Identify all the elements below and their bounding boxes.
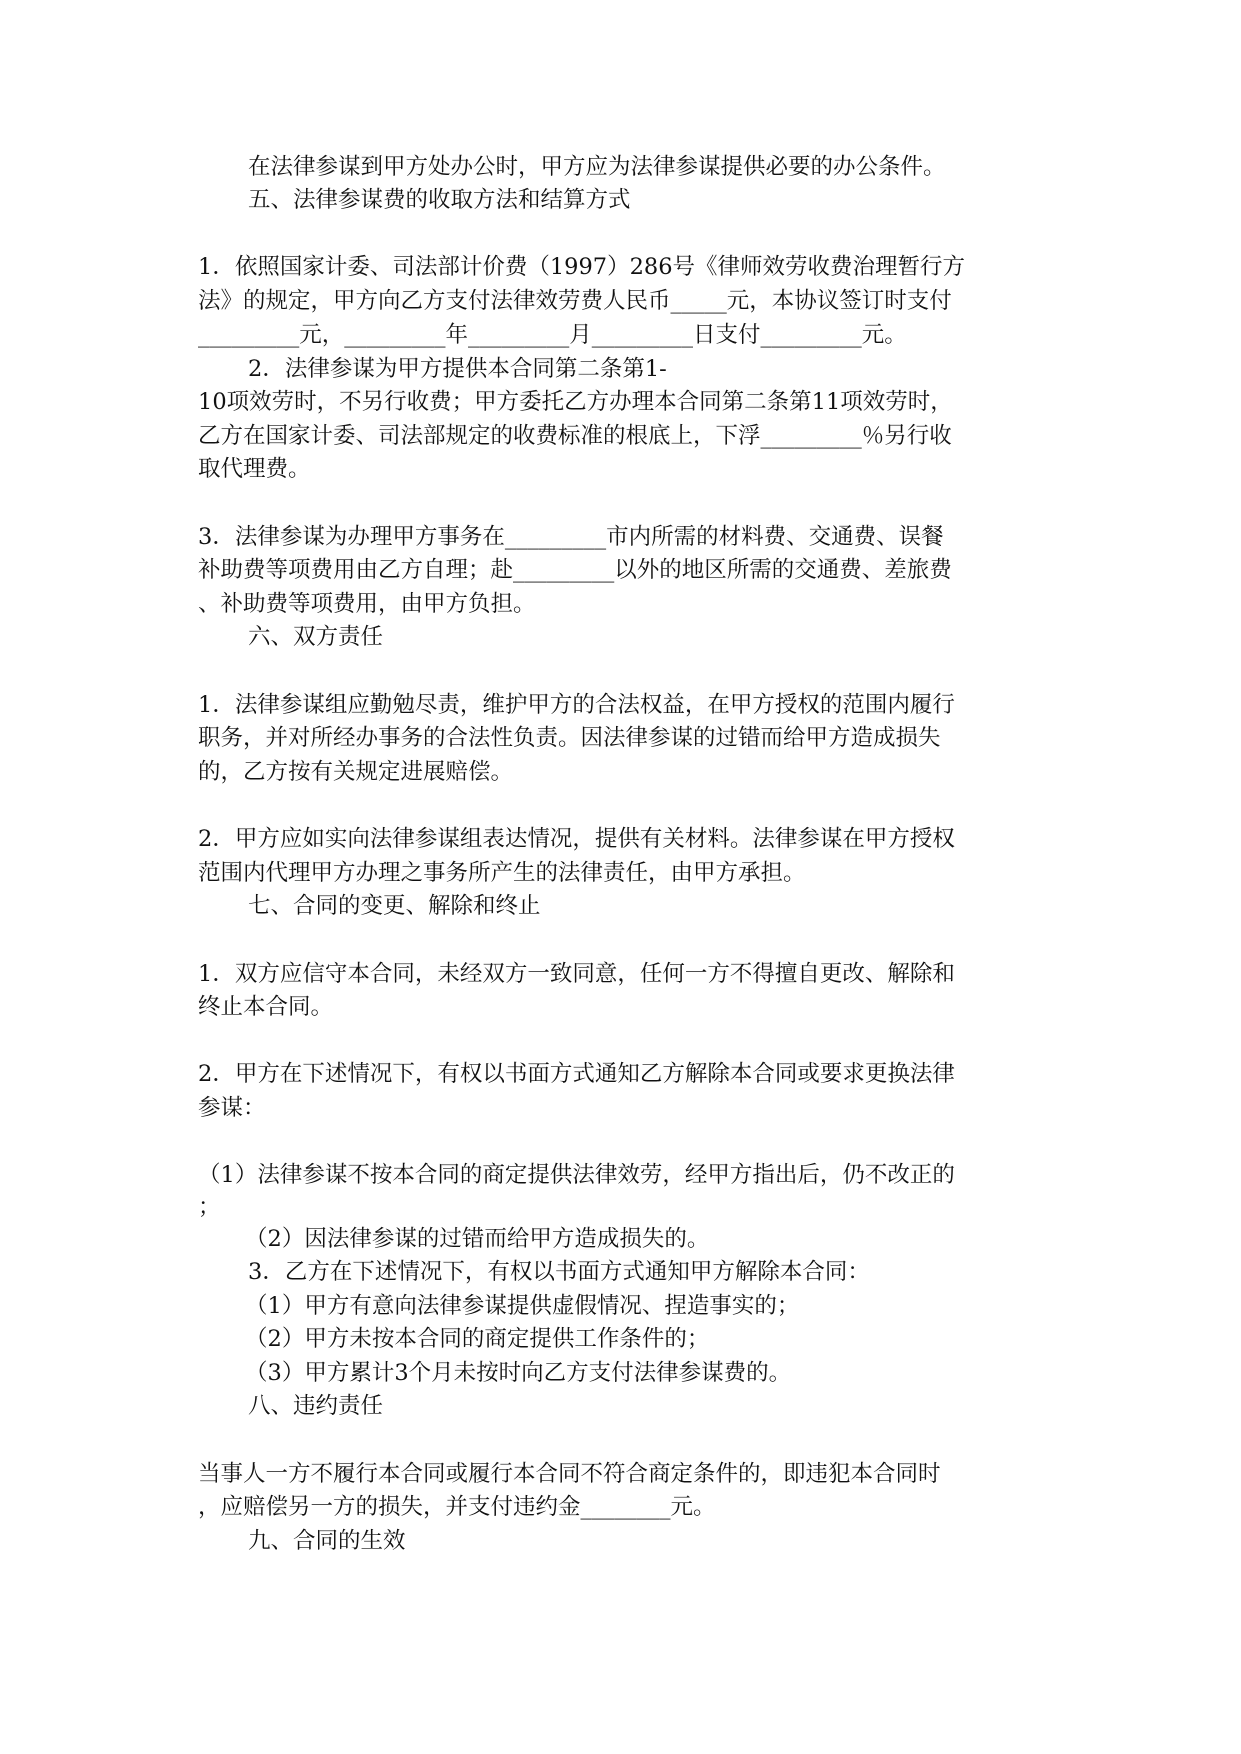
clause-7-2-item-1-line-2: ；: [198, 1194, 221, 1220]
clause-8-line-2: ，应赔偿另一方的损失，并支付违约金________元。: [198, 1494, 716, 1520]
clause-5-2-line-2: 10项效劳时，不另行收费；甲方委托乙方办理本合同第二条第11项效劳时，: [198, 389, 953, 415]
clause-5-2-line-4: 取代理费。: [198, 456, 311, 482]
section-heading-9: 九、合同的生效: [248, 1528, 406, 1554]
clause-6-2-line-1: 2．甲方应如实向法律参谋组表达情况，提供有关材料。法律参谋在甲方授权: [198, 826, 955, 852]
clause-5-2-line-3: 乙方在国家计委、司法部规定的收费标准的根底上，下浮_________％另行收: [198, 423, 952, 449]
section-heading-5: 五、法律参谋费的收取方法和结算方式: [248, 187, 631, 213]
clause-6-1-line-1: 1．法律参谋组应勤勉尽责，维护甲方的合法权益，在甲方授权的范围内履行: [198, 692, 955, 718]
clause-5-1-line-3: _________元，_________年_________月_________日支付_________元。: [198, 322, 907, 348]
clause-5-1-line-1: 1．依照国家计委、司法部计价费（1997）286号《律师效劳收费治理暂行方: [198, 254, 966, 280]
clause-6-2-line-2: 范围内代理甲方办理之事务所产生的法律责任，由甲方承担。: [198, 860, 806, 886]
section-heading-7: 七、合同的变更、解除和终止: [248, 893, 541, 919]
clause-7-2-item-2: （2）因法律参谋的过错而给甲方造成损失的。: [245, 1226, 710, 1252]
clause-5-2-line-1: 2．法律参谋为甲方提供本合同第二条第1-: [248, 356, 667, 382]
clause-7-2-line-2: 参谋：: [198, 1095, 266, 1121]
clause-5-3-line-1: 3．法律参谋为办理甲方事务在_________市内所需的材料费、交通费、误餐: [198, 524, 944, 550]
clause-6-1-line-2: 职务，并对所经办事务的合法性负责。因法律参谋的过错而给甲方造成损失: [198, 725, 941, 751]
clause-7-3-item-1: （1）甲方有意向法律参谋提供虚假情况、捏造事实的；: [245, 1293, 800, 1319]
clause-5-3-line-3: 、补助费等项费用，由甲方负担。: [198, 591, 536, 617]
clause-6-1-line-3: 的，乙方按有关规定进展赔偿。: [198, 759, 514, 785]
clause-7-2-line-1: 2．甲方在下述情况下，有权以书面方式通知乙方解除本合同或要求更换法律: [198, 1061, 955, 1087]
paragraph-office-conditions: 在法律参谋到甲方处办公时，甲方应为法律参谋提供必要的办公条件。: [248, 154, 946, 180]
clause-5-1-line-2: 法》的规定，甲方向乙方支付法律效劳费人民币_____元，本协议签订时支付: [198, 288, 952, 314]
clause-7-3-item-2: （2）甲方未按本合同的商定提供工作条件的；: [245, 1326, 710, 1352]
clause-7-3: 3．乙方在下述情况下，有权以书面方式通知甲方解除本合同：: [248, 1259, 870, 1285]
clause-7-3-item-3: （3）甲方累计3个月未按时向乙方支付法律参谋费的。: [245, 1360, 792, 1386]
clause-7-1-line-1: 1．双方应信守本合同，未经双方一致同意，任何一方不得擅自更改、解除和: [198, 961, 955, 987]
clause-7-2-item-1-line-1: （1）法律参谋不按本合同的商定提供法律效劳，经甲方指出后，仍不改正的: [198, 1162, 955, 1188]
clause-8-line-1: 当事人一方不履行本合同或履行本合同不符合商定条件的，即违犯本合同时: [198, 1461, 941, 1487]
clause-5-3-line-2: 补助费等项费用由乙方自理；赴_________以外的地区所需的交通费、差旅费: [198, 557, 952, 583]
clause-7-1-line-2: 终止本合同。: [198, 994, 334, 1020]
section-heading-6: 六、双方责任: [248, 624, 384, 650]
section-heading-8: 八、违约责任: [248, 1393, 384, 1419]
